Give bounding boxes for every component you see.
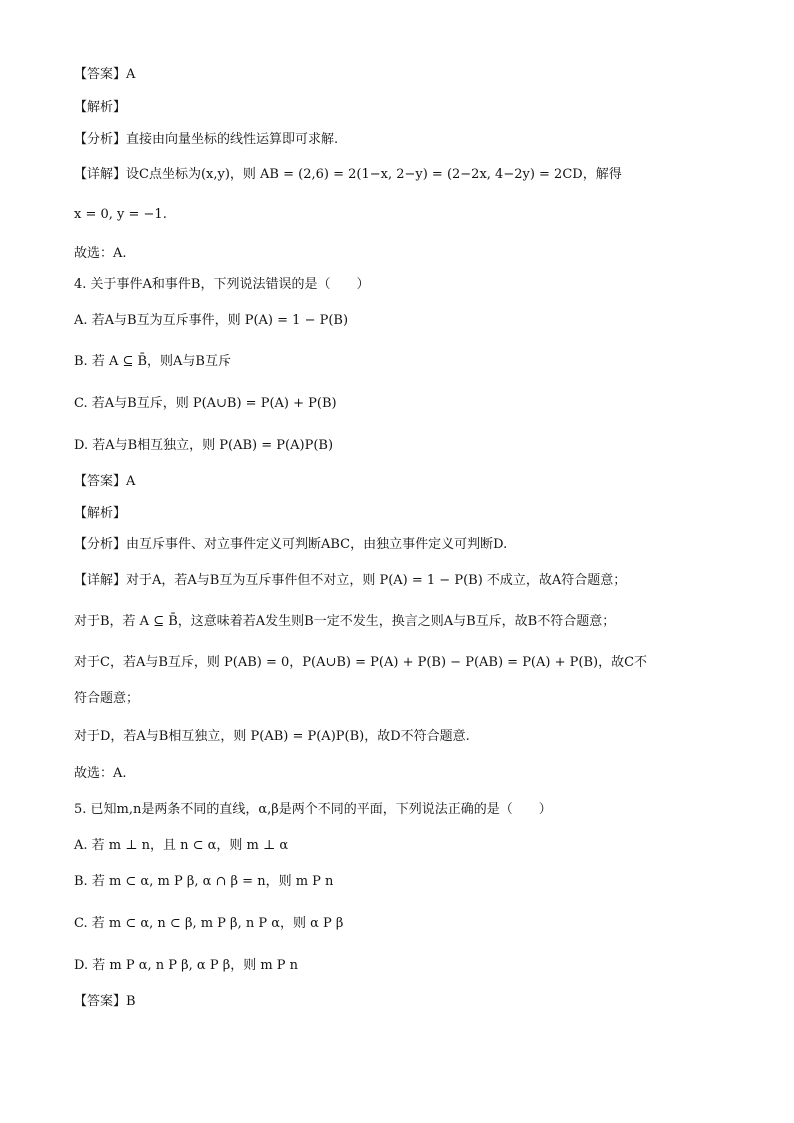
question-5-option-d: D. 若 m P α, n P β, α P β，则 m P n — [74, 958, 299, 973]
analysis-summary: 【分析】由互斥事件、对立事件定义可判断ABC，由独立事件定义可判断D. — [74, 537, 508, 552]
answer-label: 【答案】A — [74, 67, 136, 82]
detail-line: 对于D，若A与B相互独立，则 P(AB) = P(A)P(B)，故D不符合题意. — [74, 729, 470, 744]
detail-line: 【详解】对于A，若A与B互为互斥事件但不对立，则 P(A) = 1 − P(B) 不成立，故A符合题意； — [74, 573, 627, 588]
question-4-option-a: A. 若A与B互为互斥事件，则 P(A) = 1 − P(B) — [74, 313, 349, 328]
analysis-summary: 【分析】直接由向量坐标的线性运算即可求解. — [74, 132, 339, 147]
detail-line: 符合题意； — [74, 691, 140, 706]
question-5-stem: 5. 已知m,n是两条不同的直线，α,β是两个不同的平面，下列说法正确的是（ ） — [74, 802, 552, 817]
question-5-option-a: A. 若 m ⊥ n，且 n ⊂ α，则 m ⊥ α — [74, 838, 289, 853]
answer-label: 【答案】A — [74, 474, 136, 489]
answer-label: 【答案】B — [74, 994, 136, 1009]
question-4-option-b: B. 若 A ⊆ B̄，则A与B互斥 — [74, 354, 231, 369]
analysis-label: 【解析】 — [74, 506, 127, 521]
question-4-stem: 4. 关于事件A和事件B，下列说法错误的是（ ） — [74, 277, 370, 292]
detail-line: 对于B，若 A ⊆ B̄，这意味着若A发生则B一定不发生，换言之则A与B互斥，故B不符合题意； — [74, 614, 616, 629]
detail-line: 【详解】设C点坐标为(x,y)，则 AB = (2,6) = 2(1−x, 2−y) = (2−2x, 4−2y) = 2CD，解得 — [74, 167, 622, 182]
question-5-option-b: B. 若 m ⊂ α, m P β, α ∩ β = n，则 m P n — [74, 874, 334, 889]
question-5-option-c: C. 若 m ⊂ α, n ⊂ β, m P β, n P α，则 α P β — [74, 916, 344, 931]
detail-line: 对于C，若A与B互斥，则 P(AB) = 0，P(A∪B) = P(A) + P(B) − P(AB) = P(A) + P(B)，故C不 — [74, 655, 648, 670]
analysis-label: 【解析】 — [74, 100, 127, 115]
choice-result: 故选：A. — [74, 246, 127, 261]
question-4-option-d: D. 若A与B相互独立，则 P(AB) = P(A)P(B) — [74, 438, 334, 453]
choice-result: 故选：A. — [74, 766, 127, 781]
question-4-option-c: C. 若A与B互斥，则 P(A∪B) = P(A) + P(B) — [74, 396, 337, 411]
detail-result: x = 0, y = −1. — [74, 207, 167, 222]
